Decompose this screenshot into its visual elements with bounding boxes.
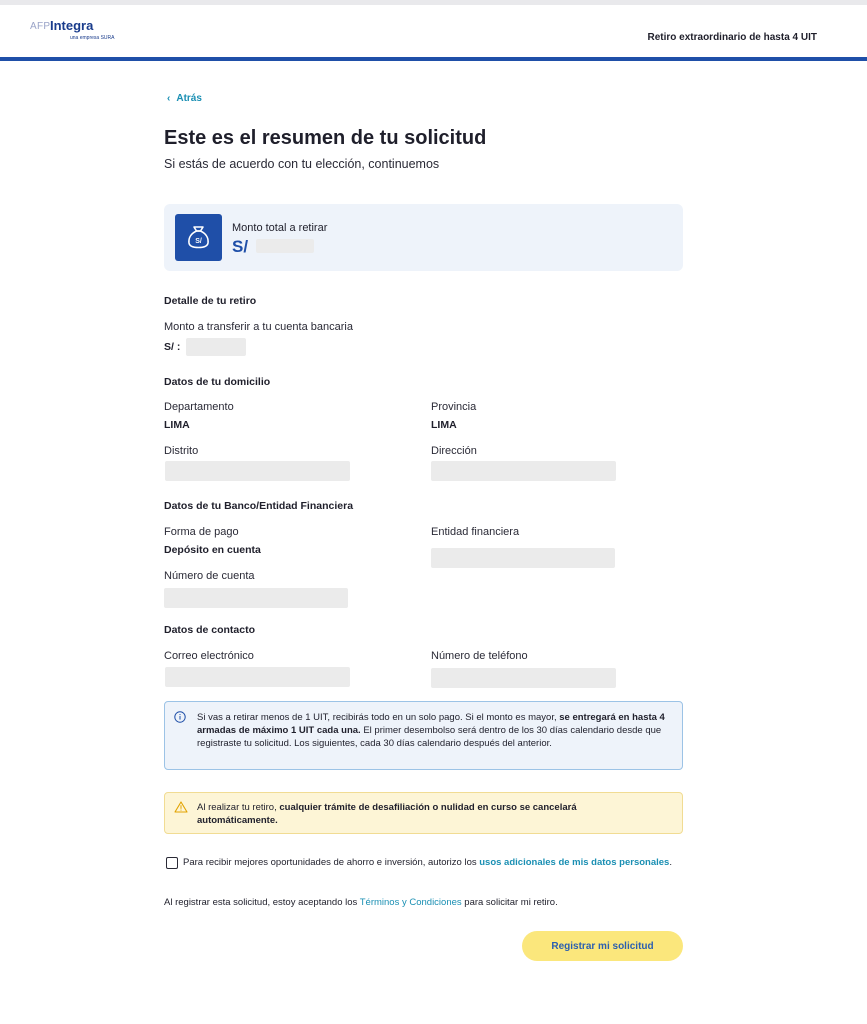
money-bag-icon: [175, 214, 222, 261]
page-title: Este es el resumen de tu solicitud: [164, 127, 487, 149]
back-label: Atrás: [176, 93, 202, 104]
total-amount-label: Monto total a retirar: [232, 222, 328, 234]
additional-data-uses-link[interactable]: usos adicionales de mis datos personales: [479, 857, 670, 868]
installments-info-notice: [164, 701, 683, 770]
transfer-amount-prefix: S/ :: [164, 341, 181, 353]
page-subtitle: Si estás de acuerdo con tu elección, continuemos: [164, 157, 440, 171]
header-title: Retiro extraordinario de hasta 4 UIT: [647, 32, 817, 43]
consent-text-part: Para recibir mejores oportunidades de ahorro e inversión, autorizo los: [183, 857, 480, 868]
consent-text-end: .: [669, 857, 672, 868]
terms-and-conditions-link[interactable]: Términos y Condiciones: [359, 897, 462, 908]
svg-text:S/: S/: [195, 238, 202, 245]
chevron-left-icon: ‹: [167, 93, 171, 104]
info-icon: [174, 711, 186, 723]
province-label: Provincia: [431, 401, 477, 413]
submit-request-button[interactable]: Registrar mi solicitud: [522, 931, 683, 961]
payment-method-label: Forma de pago: [164, 526, 239, 538]
info-text-bold: se entregará en hasta 4 armadas de máximo 1 UIT cada una.: [197, 712, 665, 736]
back-link[interactable]: [167, 93, 202, 104]
info-text-part-1: Si vas a retirar menos de 1 UIT, recibirás todo en un solo pago. Si el monto es mayor,: [197, 712, 560, 723]
transfer-amount-redacted: [186, 338, 246, 356]
total-amount-redacted: [256, 239, 314, 253]
financial-entity-redacted: [431, 548, 615, 568]
terms-text-part-1: Al registrar esta solicitud, estoy aceptando los: [164, 897, 360, 908]
email-label: Correo electrónico: [164, 650, 254, 662]
financial-entity-label: Entidad financiera: [431, 526, 520, 538]
contact-section-title: Datos de contacto: [164, 624, 256, 636]
total-amount-currency: S/: [232, 237, 249, 256]
district-label: Distrito: [164, 445, 199, 457]
address-redacted: [431, 461, 616, 481]
logo-integra-text: Integra: [50, 18, 94, 33]
department-value: LIMA: [164, 419, 190, 431]
address-label: Dirección: [431, 445, 477, 457]
withdrawal-detail-title: Detalle de tu retiro: [164, 295, 257, 307]
header-accent-bar: [0, 57, 867, 61]
account-number-label: Número de cuenta: [164, 570, 255, 582]
logo-afp-text: AFP: [30, 21, 51, 32]
warning-text-part-1: Al realizar tu retiro,: [197, 802, 280, 813]
district-redacted: [165, 461, 350, 481]
bank-section-title: Datos de tu Banco/Entidad Financiera: [164, 500, 354, 512]
account-number-redacted: [164, 588, 348, 608]
phone-label: Número de teléfono: [431, 650, 528, 662]
installments-info-text: [197, 711, 675, 750]
phone-redacted: [431, 668, 616, 688]
cancellation-warning-text: [197, 801, 637, 827]
warning-icon: [174, 801, 188, 813]
department-label: Departamento: [164, 401, 234, 413]
data-usage-consent-text: [183, 856, 673, 869]
address-section-title: Datos de tu domicilio: [164, 376, 271, 388]
terms-text-part-2: para solicitar mi retiro.: [461, 897, 558, 908]
email-redacted: [165, 667, 350, 687]
cancellation-warning-notice: [164, 792, 683, 834]
total-amount-card: [164, 204, 683, 271]
data-usage-consent-checkbox[interactable]: [166, 857, 178, 869]
logo-sura-text: una empresa SURA: [70, 35, 115, 41]
province-value: LIMA: [431, 419, 457, 431]
warning-text-bold: cualquier trámite de desafiliación o nulidad en curso se cancelará automáticamente.: [197, 802, 577, 826]
transfer-amount-label: Monto a transferir a tu cuenta bancaria: [164, 321, 353, 333]
info-text-part-2: El primer desembolso será dentro de los 30 días calendario desde que registraste tu solicitud. Los siguientes, cada 30 días calendario después del anterior.: [197, 725, 662, 749]
header: [0, 5, 867, 57]
payment-method-value: Depósito en cuenta: [164, 544, 261, 556]
terms-acceptance-text: [164, 897, 558, 908]
